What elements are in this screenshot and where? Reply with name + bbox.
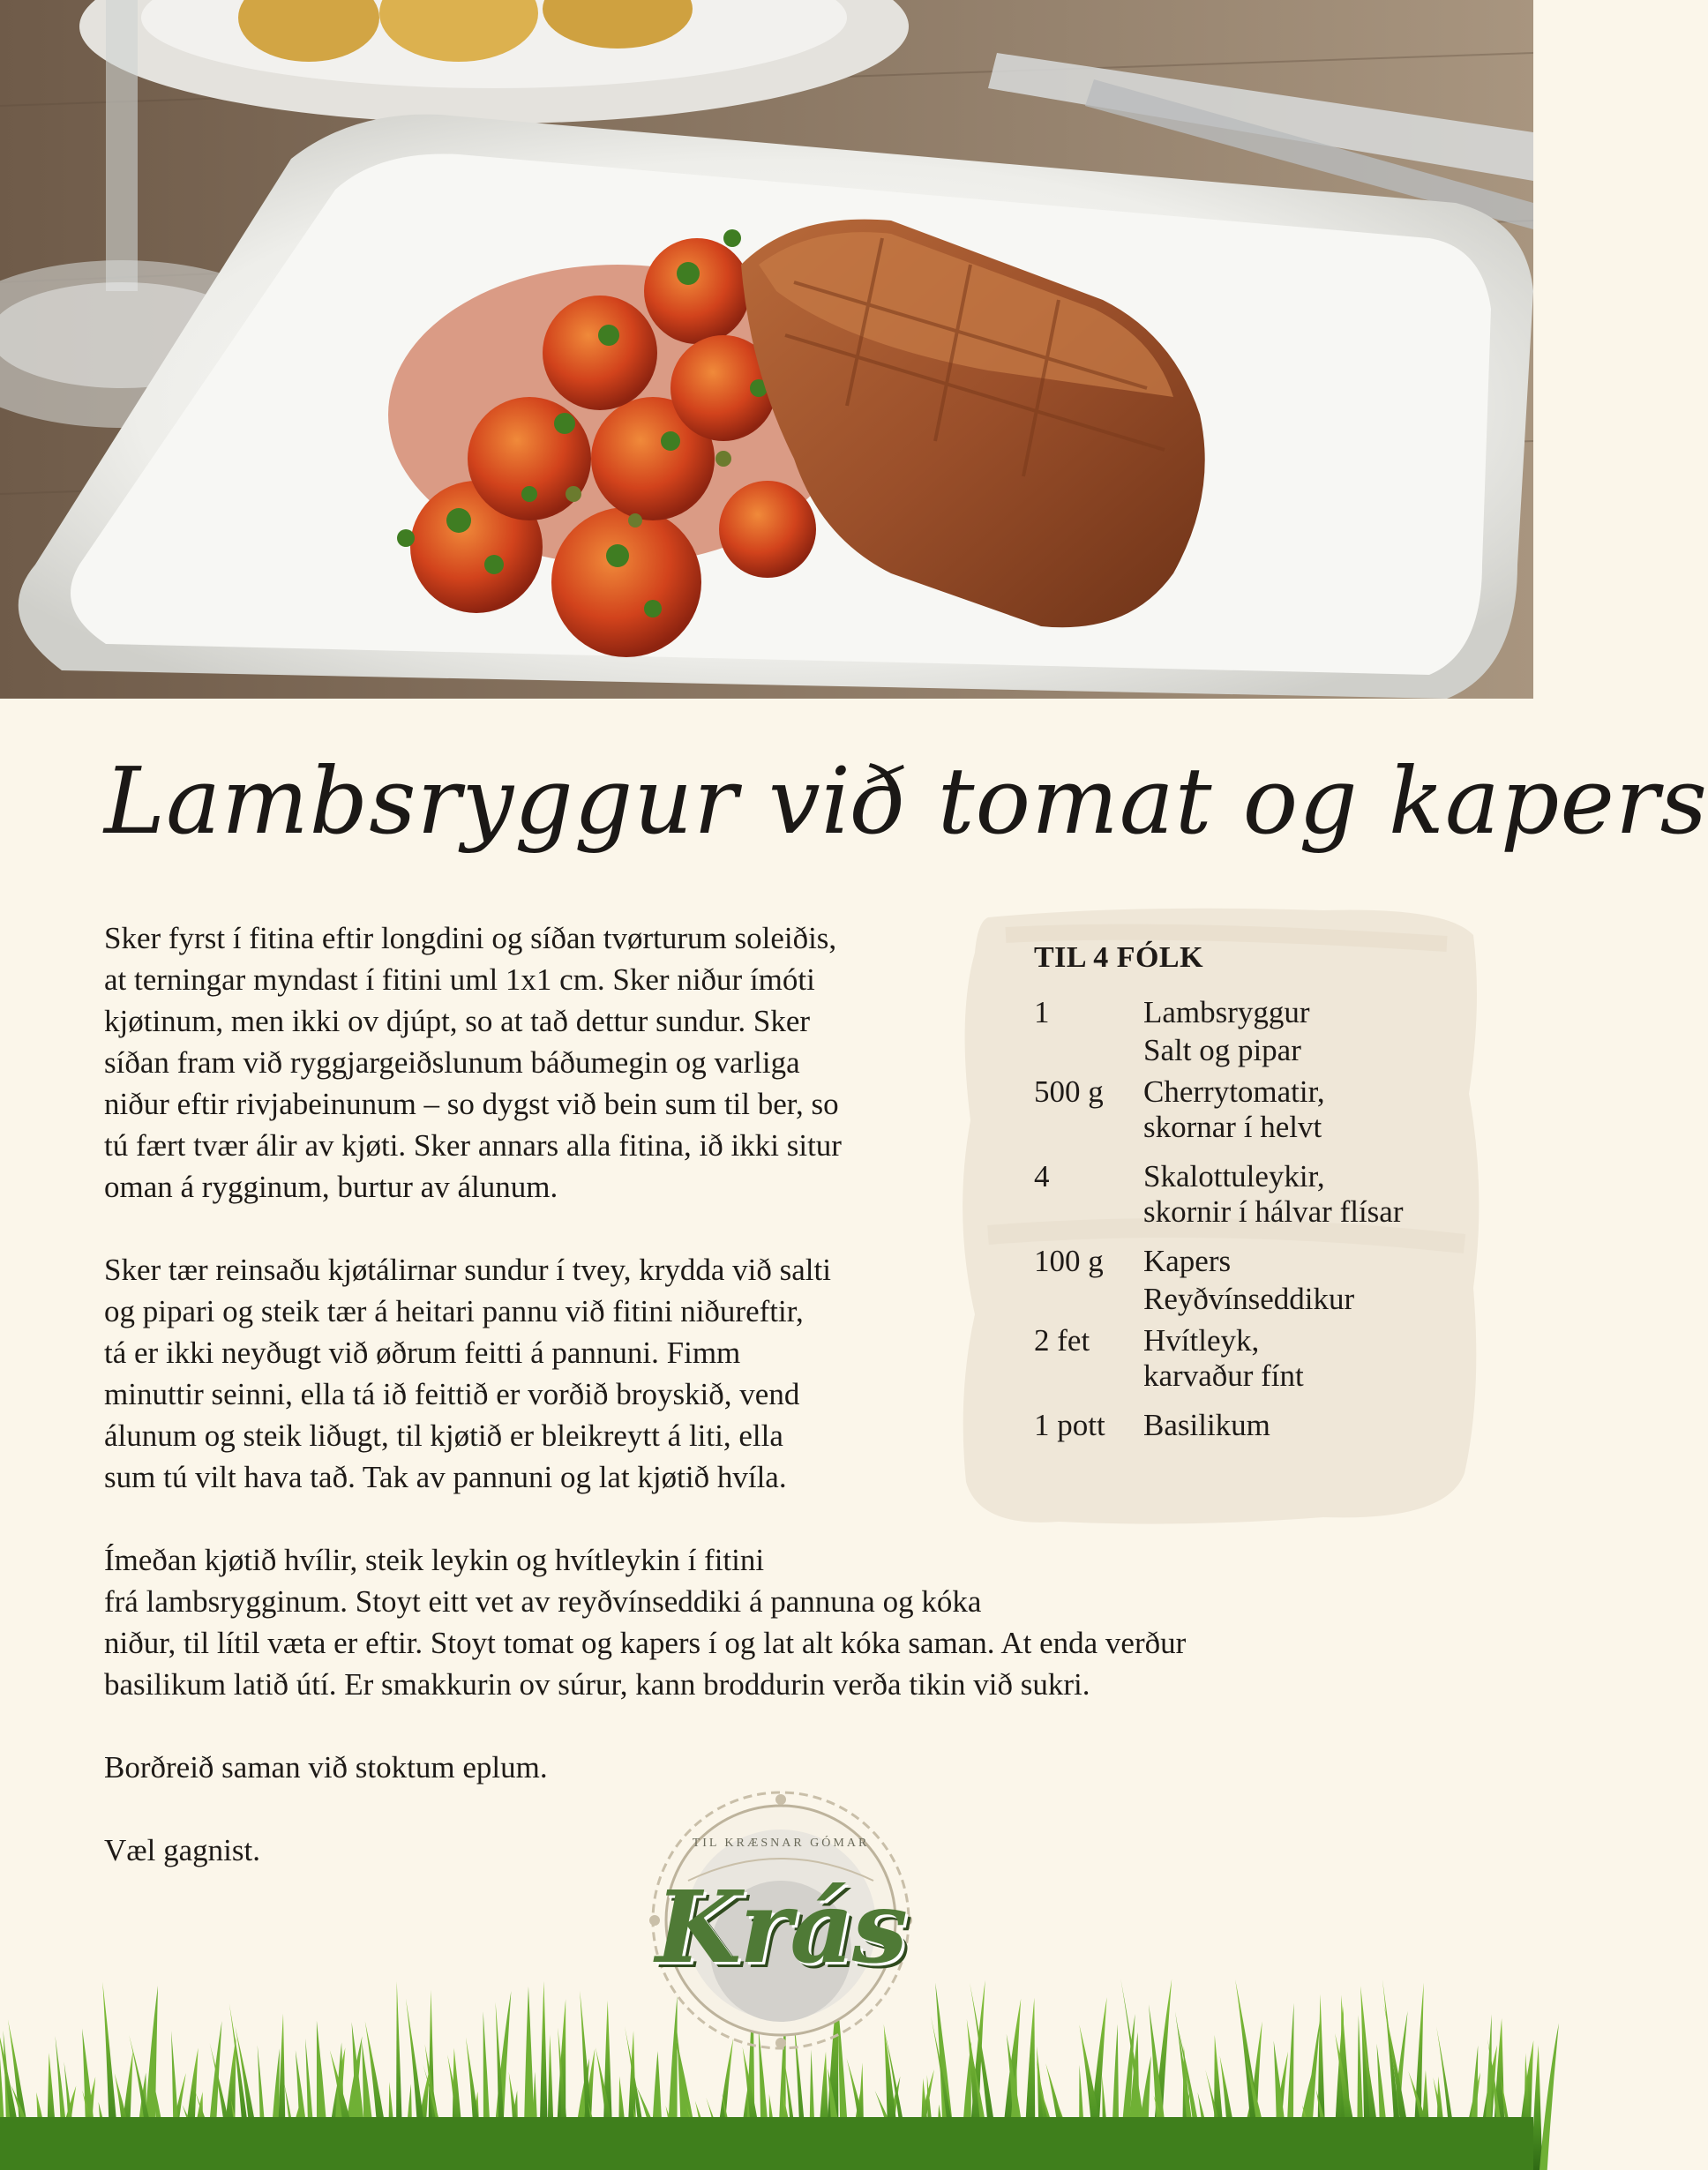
- ingredient-quantity: 1: [1034, 995, 1050, 1029]
- text-line: niður eftir rivjabeinunum – so dygst við bein sum til ber, so: [104, 1087, 839, 1121]
- text-line: síðan fram við ryggjargeiðslunum báðumegin og varliga: [104, 1045, 800, 1080]
- text-line: kjøtinum, men ikki ov djúpt, so at tað dettur sundur. Sker: [104, 1004, 811, 1038]
- kras-logo: [635, 1784, 926, 2057]
- instruction-paragraph: [104, 1539, 1339, 1705]
- ingredient-name-line: skornar í helvt: [1143, 1110, 1322, 1144]
- text-line: basilikum latið útí. Er smakkurin ov súrur, kann broddurin verða tikin við sukri.: [104, 1667, 1090, 1702]
- text-line: sum tú vilt hava tað. Tak av pannuni og lat kjøtið hvíla.: [104, 1460, 787, 1494]
- ingredient-row: [1034, 1323, 1475, 1394]
- ingredient-quantity: 1 pott: [1034, 1408, 1105, 1442]
- ingredient-name-line: skornir í hálvar flísar: [1143, 1194, 1404, 1229]
- text-line: tá er ikki neyðugt við øðrum feitti á pannuni. Fimm: [104, 1336, 741, 1370]
- ingredient-name: [1143, 1159, 1475, 1230]
- logo-wordmark: Krás: [655, 1870, 906, 1986]
- text-line: niður, til lítil væta er eftir. Stoyt tomat og kapers í og lat alt kóka saman. At enda verður: [104, 1626, 1187, 1660]
- text-line: Sker tær reinsaðu kjøtálirnar sundur í tvey, krydda við salti: [104, 1253, 831, 1287]
- ingredient-quantity: [1034, 1033, 1143, 1068]
- text-line: tú fært tvær álir av kjøti. Sker annars alla fitina, ið ikki situr: [104, 1128, 842, 1163]
- ingredient-row: [1034, 1074, 1475, 1145]
- logo-tagline: TIL KRÆSNAR GÓMAR: [692, 1837, 870, 1850]
- ingredient-name: [1143, 1323, 1475, 1394]
- text-line: og pipari og steik tær á heitari pannu við fitini niðureftir,: [104, 1294, 804, 1328]
- ingredient-name: [1143, 995, 1475, 1030]
- text-line: Sker fyrst í fitina eftir longdini og síðan tvørturum soleiðis,: [104, 921, 837, 955]
- serving-note: [104, 1747, 1339, 1788]
- ingredient-quantity: 4: [1034, 1159, 1050, 1194]
- ingredient-row: [1034, 1159, 1475, 1230]
- ingredient-row: [1034, 1408, 1475, 1443]
- ingredient-name: [1143, 1033, 1475, 1068]
- ingredient-name-line: karvaður fínt: [1143, 1358, 1304, 1393]
- ingredient-name-line: Cherrytomatir,: [1143, 1074, 1325, 1109]
- ingredient-name: [1143, 1244, 1475, 1279]
- ingredient-name-line: Salt og pipar: [1143, 1033, 1301, 1067]
- servings-heading: TIL 4 FÓLK: [1034, 941, 1204, 974]
- hero-photo: [0, 0, 1533, 699]
- ingredient-quantity: 500 g: [1034, 1074, 1104, 1109]
- ingredient-quantity: 100 g: [1034, 1244, 1104, 1278]
- ingredient-name-line: Kapers: [1143, 1244, 1232, 1278]
- text-line: Ímeðan kjøtið hvílir, steik leykin og hvítleykin í fitini: [104, 1543, 765, 1577]
- text-line: at terningar myndast í fitini uml 1x1 cm. Sker niður ímóti: [104, 962, 815, 997]
- text-line: Borðreið saman við stoktum eplum.: [104, 1750, 548, 1785]
- text-line: oman á rygginum, burtur av álunum.: [104, 1170, 558, 1204]
- ingredient-name-line: Reyðvínseddikur: [1143, 1282, 1355, 1316]
- text-line: álunum og steik liðugt, til kjøtið er bleikreytt á liti, ella: [104, 1418, 783, 1453]
- ingredient-quantity: [1034, 1282, 1143, 1317]
- ingredient-name: [1143, 1408, 1475, 1443]
- ingredient-quantity: 2 fet: [1034, 1323, 1090, 1358]
- grass-blade: [1539, 2023, 1559, 2170]
- text-line: minuttir seinni, ella tá ið feittið er vorðið broyskið, vend: [104, 1377, 800, 1411]
- ingredient-row: [1034, 995, 1475, 1030]
- ingredients-list: [1034, 940, 1475, 1449]
- ingredient-row: [1034, 1033, 1475, 1068]
- ingredient-name-line: Hvítleyk,: [1143, 1323, 1260, 1358]
- text-line: frá lambsrygginum. Stoyt eitt vet av reyðvínseddiki á pannuna og kóka: [104, 1584, 982, 1619]
- recipe-title: Lambsryggur við tomat og kapers: [104, 747, 1708, 855]
- ingredient-name-line: Lambsryggur: [1143, 995, 1310, 1029]
- ingredient-row: [1034, 1282, 1475, 1317]
- ingredient-name-line: Skalottuleykir,: [1143, 1159, 1325, 1194]
- ingredient-name-line: Basilikum: [1143, 1408, 1270, 1442]
- ingredient-name: [1143, 1074, 1475, 1145]
- ingredient-name: [1143, 1282, 1475, 1317]
- ingredient-row: [1034, 1244, 1475, 1279]
- text-line: Væl gagnist.: [104, 1833, 260, 1867]
- dish-illustration: [0, 0, 1533, 699]
